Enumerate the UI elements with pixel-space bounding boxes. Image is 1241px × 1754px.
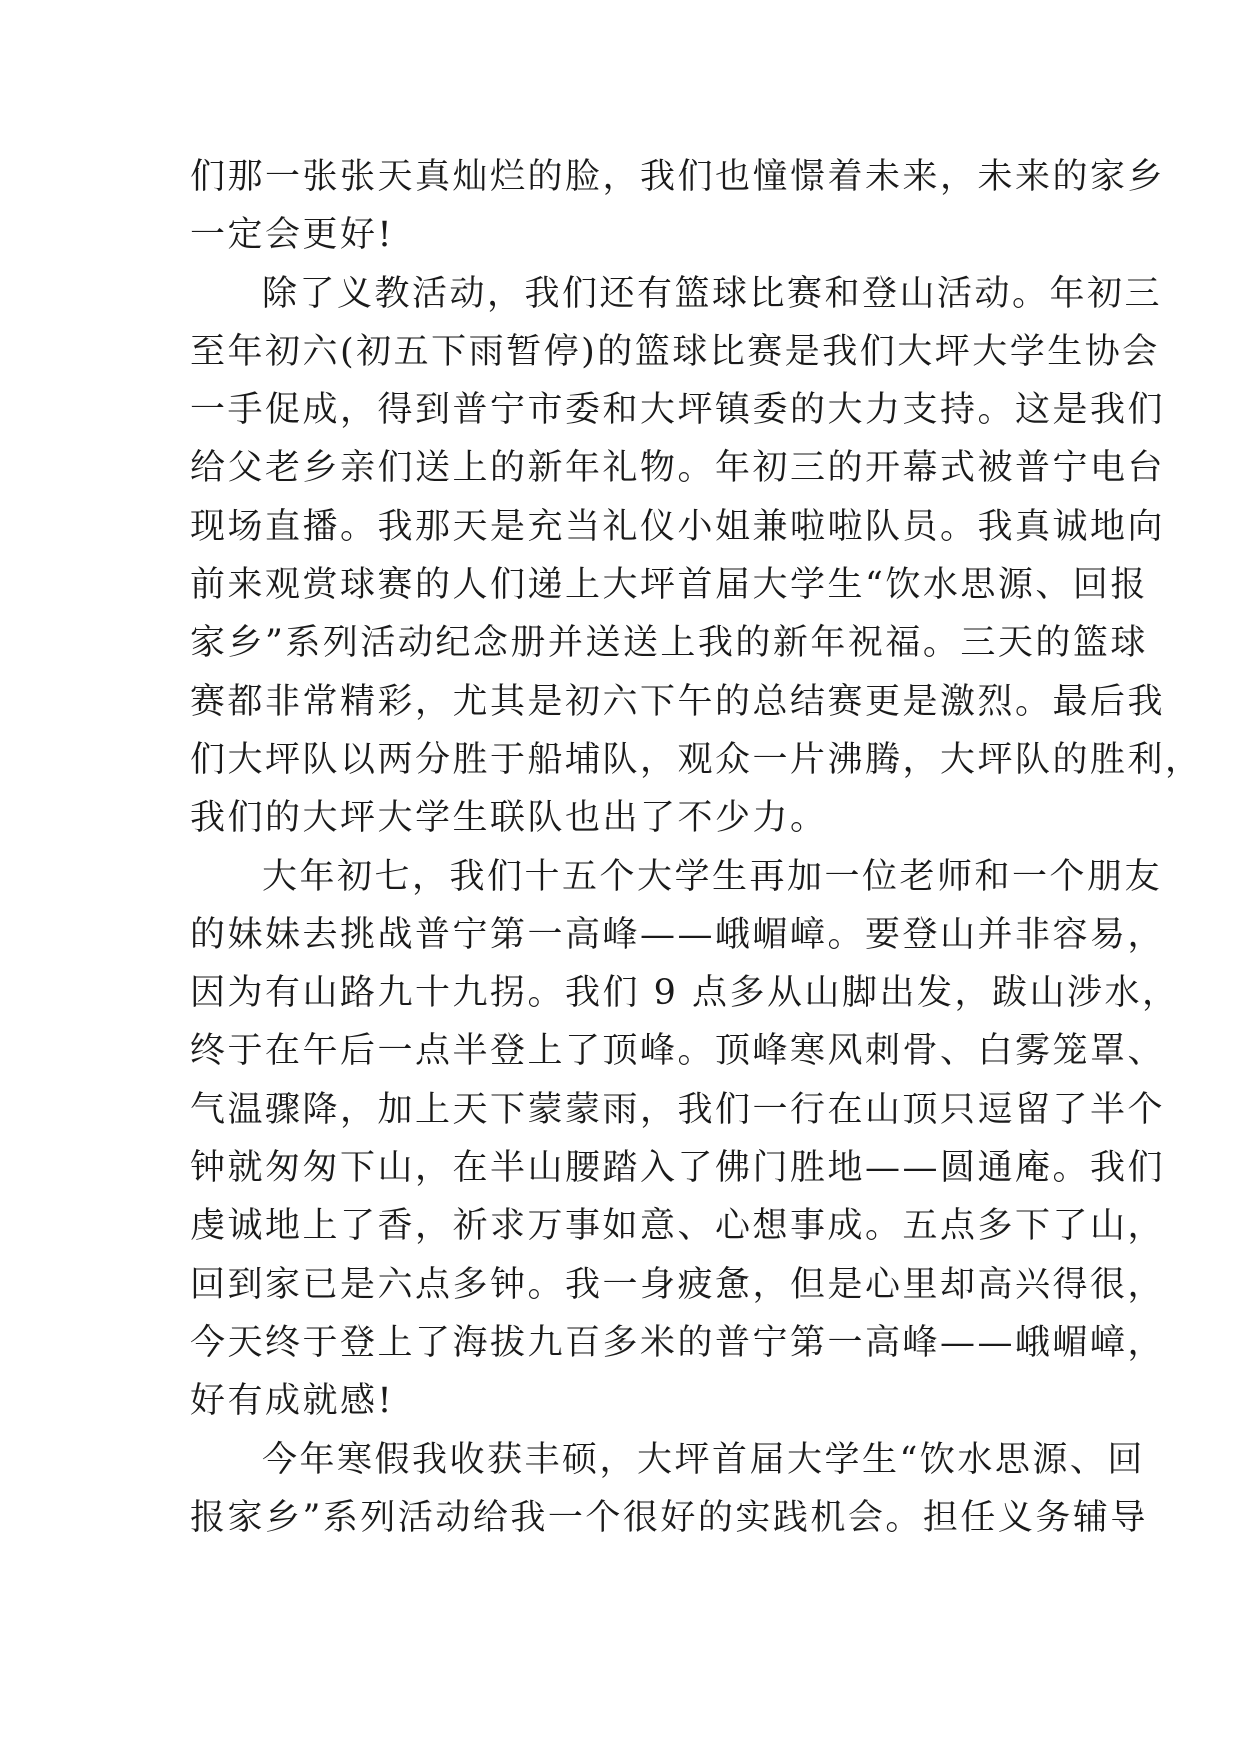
- text-line: 一定会更好!: [190, 215, 395, 256]
- paragraph-start-line: 今年寒假我收获丰硕，大坪首届大学生“饮水思源、回: [262, 1439, 1145, 1480]
- text-line: 一手促成，得到普宁市委和大坪镇委的大力支持。这是我们: [190, 390, 1166, 431]
- text-line: 气温骤降，加上天下蒙蒙雨，我们一行在山顶只逗留了半个: [190, 1089, 1166, 1130]
- text-line: 虔诚地上了香，祈求万事如意、心想事成。五点多下了山，: [190, 1206, 1166, 1247]
- paragraph-start-line: 大年初七，我们十五个大学生再加一位老师和一个朋友: [262, 856, 1163, 897]
- text-line: 我们的大坪大学生联队也出了不少力。: [190, 798, 828, 839]
- text-line: 的妹妹去挑战普宁第一高峰——峨嵋嶂。要登山并非容易，: [190, 914, 1166, 955]
- text-line: 报家乡”系列活动给我一个很好的实践机会。担任义务辅导: [190, 1497, 1148, 1538]
- body-text: [190, 148, 1203, 1547]
- paragraph-start-line: 除了义教活动，我们还有篮球比赛和登山活动。年初三: [262, 273, 1163, 314]
- text-line: 至年初六(初五下雨暂停)的篮球比赛是我们大坪大学生协会: [190, 331, 1160, 372]
- text-line: 今天终于登上了海拔九百多米的普宁第一高峰——峨嵋嶂，: [190, 1322, 1166, 1363]
- text-line: 前来观赏球赛的人们递上大坪首届大学生“饮水思源、回报: [190, 565, 1148, 606]
- text-line: 们大坪队以两分胜于船埔队，观众一片沸腾，大坪队的胜利，: [190, 739, 1203, 780]
- text-line: 回到家已是六点多钟。我一身疲惫，但是心里却高兴得很，: [190, 1264, 1166, 1305]
- text-line: 钟就匆匆下山，在半山腰踏入了佛门胜地——圆通庵。我们: [190, 1148, 1166, 1189]
- text-line: 给父老乡亲们送上的新年礼物。年初三的开幕式被普宁电台: [190, 448, 1166, 489]
- text-line: 好有成就感!: [190, 1381, 395, 1422]
- text-line: 赛都非常精彩，尤其是初六下午的总结赛更是激烈。最后我: [190, 681, 1166, 722]
- text-line: 家乡”系列活动纪念册并送送上我的新年祝福。三天的篮球: [190, 623, 1148, 664]
- text-line: 终于在午后一点半登上了顶峰。顶峰寒风刺骨、白雾笼罩、: [190, 1031, 1166, 1072]
- text-line: 们那一张张天真灿烂的脸，我们也憧憬着未来，未来的家乡: [190, 157, 1166, 197]
- text-line: 现场直播。我那天是充当礼仪小姐兼啦啦队员。我真诚地向: [190, 506, 1166, 547]
- text-line: 因为有山路九十九拐。我们 9 点多从山脚出发，跋山涉水，: [190, 973, 1180, 1014]
